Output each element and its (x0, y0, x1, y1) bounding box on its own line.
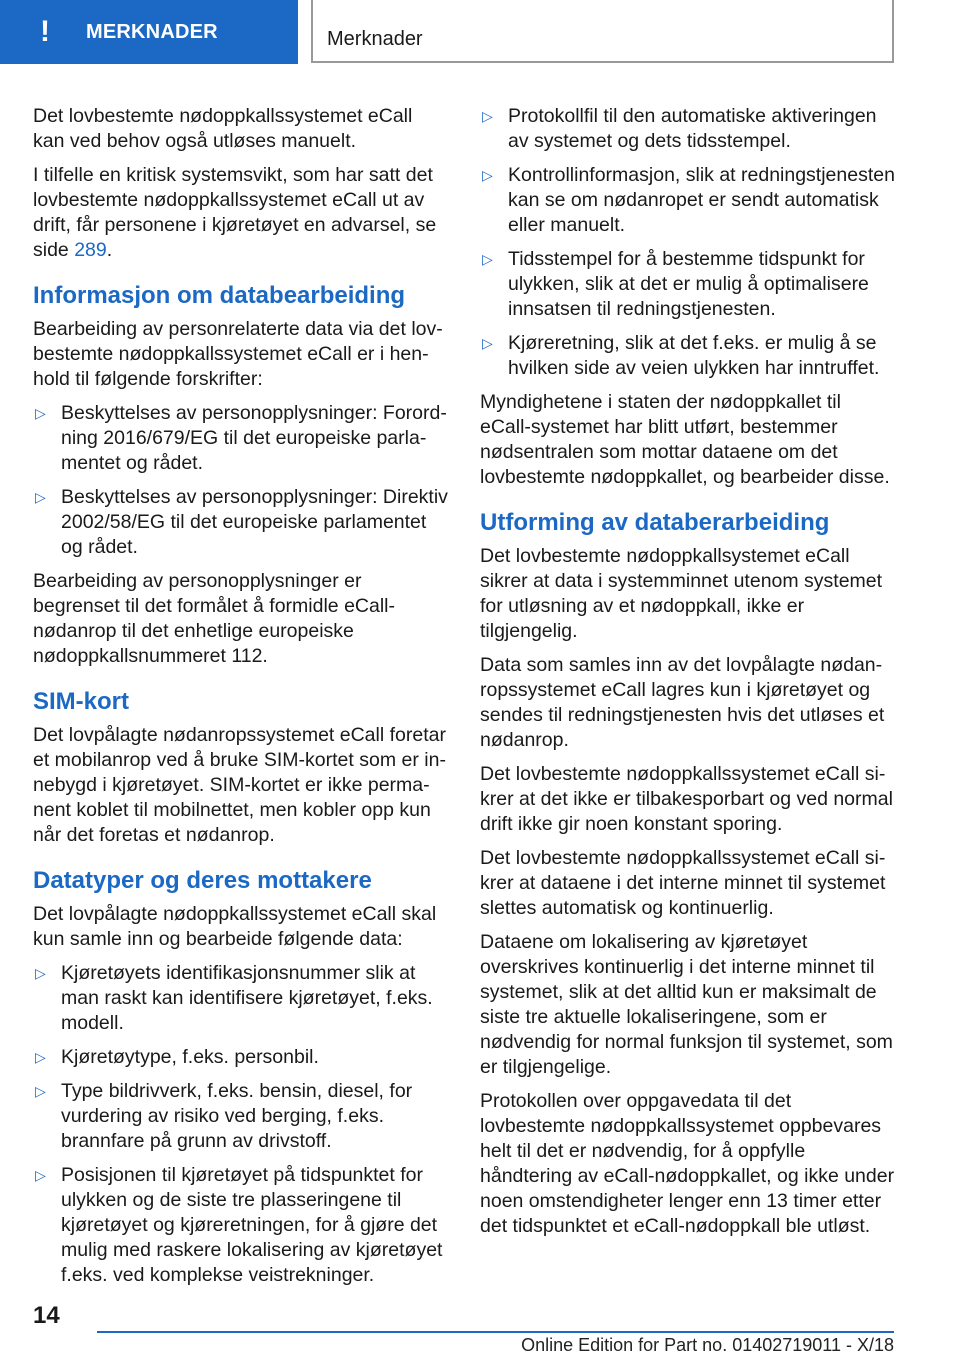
paragraph: Dataene om lokalisering av kjøretøyet overskrives kontinuerlig i det interne minnet til systemet, slik at det alltid kun er maksimalt de siste tre aktuelle lokaliseringene, som er nødvendig for normal funksjon til systemet, som er tilgjengelige. (480, 931, 893, 1078)
paragraph: Det lovbestemte nødoppkallssystemet eCall kan ved behov også utløses manuelt. (33, 105, 413, 152)
list-item: ▷ Protokollfil til den automatiske aktiveringen av systemet og dets tidsstempel. (482, 105, 877, 152)
section-heading: Informasjon om databearbeiding (33, 282, 406, 309)
triangle-bullet-icon: ▷ (35, 489, 46, 505)
section-heading: SIM-kort (33, 688, 129, 715)
page-title: Merknader (327, 28, 423, 50)
triangle-bullet-icon: ▷ (482, 251, 493, 267)
paragraph: Data som samles inn av det lovpålagte nødanropssystemet eCall lagres kun i kjøretøyet og sendes til redningstjenesten hvis det utløses et nødanrop. (480, 654, 885, 751)
bullet-list (480, 104, 896, 381)
list-item: ▷ Tidsstempel for å bestemme tidspunkt for ulykken, slik at det er mulig å optimalisere innsatsen til redningstjenesten. (482, 248, 869, 320)
page-link[interactable]: 289 (74, 239, 107, 261)
list-item: ▷ Type bildrivverk, f.eks. bensin, diesel, for vurdering av risiko ved berging, f.eks. brannfare på grunn av drivstoff. (35, 1080, 413, 1152)
triangle-bullet-icon: ▷ (35, 965, 46, 981)
section-heading: Utforming av databerarbeiding (480, 509, 830, 536)
triangle-bullet-icon: ▷ (35, 1167, 46, 1183)
triangle-bullet-icon: ▷ (35, 1049, 46, 1065)
warning-icon: ! (40, 15, 50, 48)
list-item: ▷ Kontrollinformasjon, slik at redningstjenesten kan se om nødanropet er sendt automatisk eller manuelt. (482, 164, 895, 236)
paragraph: Protokollen over oppgavedata til det lovbestemte nødoppkallssystemet oppbevares helt til det er nødvendig, for å oppfylle håndtering av eCall-nødoppkallet, og ikke under noen omstendigheter lenger enn 13 timer etter det tidspunktet et eCall-nødoppkall ble utløst. (480, 1090, 895, 1237)
page-header (311, 0, 894, 63)
list-item: ▷ Kjøretøyets identifikasjonsnummer slik at man raskt kan identifisere kjøretøyet, f.eks. modell. (35, 962, 433, 1034)
section-heading: Datatyper og deres mottakere (33, 867, 372, 894)
section-tab (0, 0, 298, 64)
left-column (33, 104, 449, 1297)
paragraph: Det lovpålagte nødanropssystemet eCall foretar et mobilanrop ved å bruke SIM-kortet som er innebygd i kjøretøyet. SIM-kortet er ikke permanent koblet til mobilnettet, men kobler opp kun når det foretas et nødanrop. (33, 724, 446, 846)
triangle-bullet-icon: ▷ (35, 405, 46, 421)
paragraph: Bearbeiding av personopplysninger er begrenset til det formålet å formidle eCall-nødanrop til det enhetlige europeiske nødoppkallsnummeret 112. (33, 570, 395, 667)
bullet-list (33, 961, 449, 1288)
list-item: ▷ Posisjonen til kjøretøyet på tidspunktet for ulykken og de siste tre plasseringene til kjøretøyet og kjøreretningen, for å gjøre det mulig med raskere lokalisering av kjøretøyet f.eks. ved komplekse veistrekninger. (35, 1164, 443, 1286)
list-item: ▷ Beskyttelses av personopplysninger: Forordning 2016/679/EG til det europeiske parlamentet og rådet. (35, 402, 447, 474)
section-tab-label: MERKNADER (86, 20, 218, 43)
paragraph: Det lovbestemte nødoppkallssystemet eCall sikrer at det ikke er tilbakesporbart og ved normal drift ikke gir noen konstant sporing. (480, 763, 893, 835)
right-column (480, 104, 896, 1248)
bullet-list (33, 401, 449, 560)
footer-edition: Online Edition for Part no. 01402719011 - X/18 (521, 1335, 894, 1355)
footer-divider (97, 1331, 894, 1333)
triangle-bullet-icon: ▷ (35, 1083, 46, 1099)
page-number: 14 (33, 1302, 60, 1329)
paragraph: Det lovbestemte nødoppkallssystemet eCall sikrer at dataene i det interne minnet til systemet slettes automatisk og kontinuerlig. (480, 847, 886, 919)
list-item: ▷ Beskyttelses av personopplysninger: Direktiv 2002/58/EG til det europeiske parlamentet og rådet. (35, 486, 448, 558)
triangle-bullet-icon: ▷ (482, 108, 493, 124)
paragraph: Bearbeiding av personrelaterte data via det lovbestemte nødoppkallssystemet eCall er i henhold til følgende forskrifter: (33, 318, 443, 390)
triangle-bullet-icon: ▷ (482, 167, 493, 183)
list-item: ▷ Kjøreretning, slik at det f.eks. er mulig å se hvilken side av veien ulykken har inntruffet. (482, 332, 880, 379)
paragraph: Myndighetene i staten der nødoppkallet til eCall-systemet har blitt utført, bestemmer nødsentralen som mottar dataene om det lovbestemte nødoppkallet, og bearbeider disse. (480, 391, 890, 488)
list-item: ▷ Kjøretøytype, f.eks. personbil. (35, 1046, 319, 1068)
paragraph-with-link: I tilfelle en kritisk systemsvikt, som har satt det lovbestemte nødoppkallssystemet eCall ut av drift, får personene i kjøretøyet en advarsel, se side 289. (33, 164, 437, 261)
paragraph: Det lovbestemte nødoppkallsystemet eCall sikrer at data i systemminnet utenom systemet for utløsning av et nødoppkall, ikke er tilgjengelig. (480, 545, 883, 642)
triangle-bullet-icon: ▷ (482, 335, 493, 351)
paragraph: Det lovpålagte nødoppkallssystemet eCall skal kun samle inn og bearbeide følgende data: (33, 903, 437, 950)
